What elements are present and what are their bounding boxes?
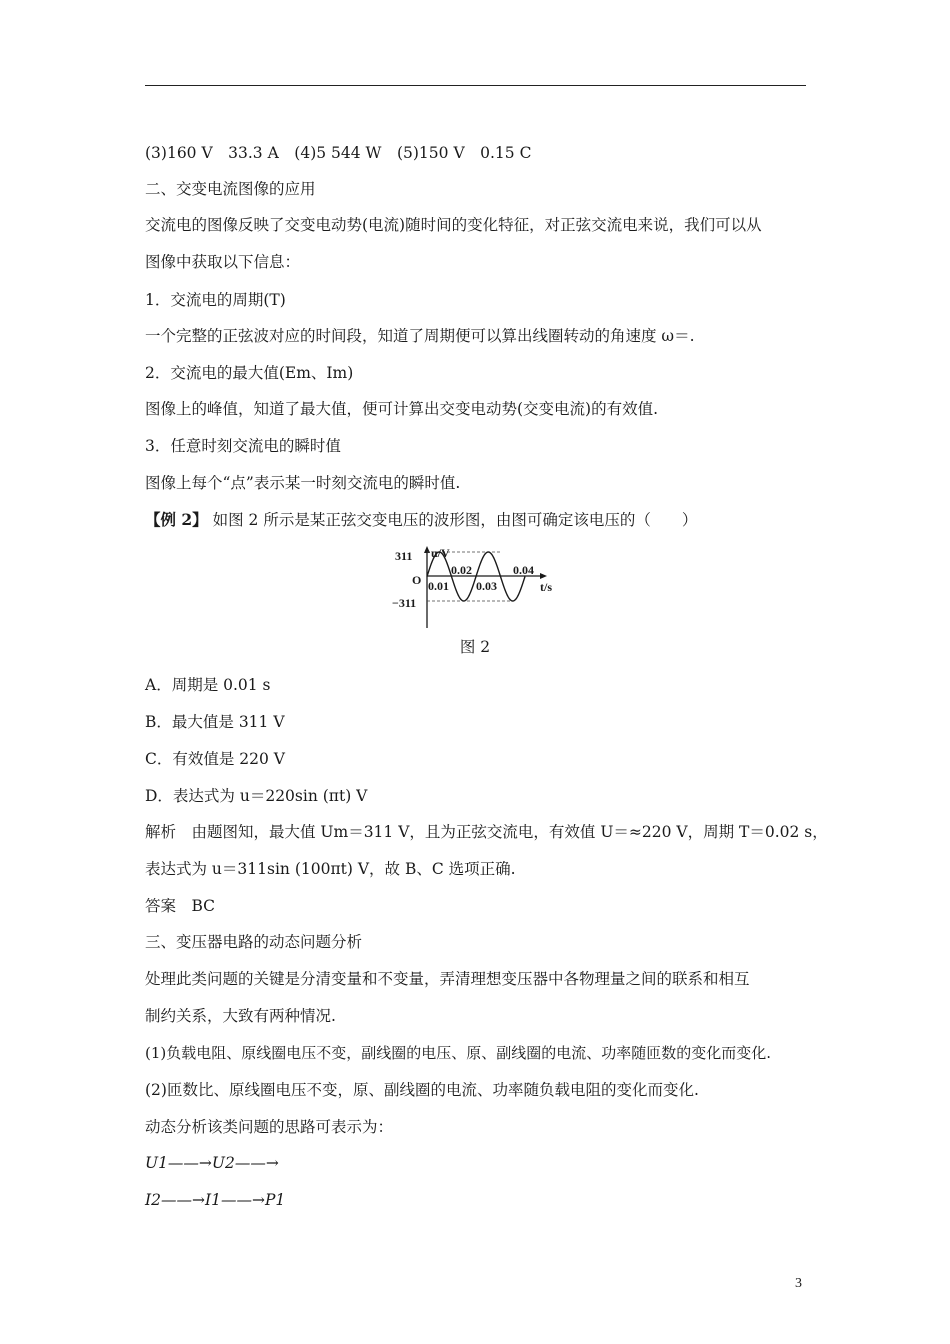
answer-line-prev: (3)160 V 33.3 A (4)5 544 W (5)150 V 0.15 C — [145, 144, 532, 162]
origin-label: O — [412, 573, 422, 587]
flow-voltage: U1——→U2——→ — [145, 1154, 279, 1172]
option-c: C．有效值是 220 V — [145, 750, 285, 768]
paragraph-line: 处理此类问题的关键是分清变量和不变量，弄清理想变压器中各物理量之间的联系和相互 — [145, 970, 750, 988]
option-b: B．最大值是 311 V — [145, 713, 285, 731]
page-number: 3 — [795, 1276, 802, 1291]
paragraph-line: 制约关系，大致有两种情况. — [145, 1007, 336, 1025]
paragraph-line: 图像中获取以下信息： — [145, 253, 301, 271]
paragraph-line: 一个完整的正弦波对应的时间段，知道了周期便可以算出线圈转动的角速度 ω＝. — [145, 327, 695, 345]
option-d: D．表达式为 u＝220sin (πt) V — [145, 787, 368, 805]
analysis-line: 解析 由题图知，最大值 Um＝311 V，且为正弦交流电，有效值 U＝≈220 V，周期 T＝0.02 s， — [145, 823, 828, 841]
example-line — [145, 510, 697, 530]
analysis-line: 表达式为 u＝311sin (100πt) V，故 B、C 选项正确. — [145, 860, 516, 878]
header-rule — [145, 85, 806, 86]
section-heading-3: 三、变压器电路的动态问题分析 — [145, 933, 363, 951]
option-a: A．周期是 0.01 s — [145, 676, 271, 694]
paragraph-line: 动态分析该类问题的思路可表示为： — [145, 1118, 394, 1136]
example-text: 如图 2 所示是某正弦交变电压的波形图，由图可确定该电压的（ ） — [212, 511, 698, 529]
item-heading-period: 1．交流电的周期(T) — [145, 291, 286, 309]
figure-caption: 图 2 — [459, 638, 491, 656]
flow-current: I2——→I1——→P1 — [145, 1191, 286, 1209]
section-heading-2: 二、交变电流图像的应用 — [145, 180, 316, 198]
waveform-figure — [365, 546, 575, 636]
x-axis-arrow — [540, 573, 547, 579]
item-heading-max: 2．交流电的最大值(Em、Im) — [145, 364, 354, 382]
example-tag: 【例 2】 — [145, 510, 208, 529]
paragraph-line: (1)负载电阻、原线圈电压不变，副线圈的电压、原、副线圈的电流、功率随匝数的变化而变化. — [145, 1044, 772, 1062]
answer-line: 答案 BC — [145, 897, 216, 915]
item-heading-instant: 3．任意时刻交流电的瞬时值 — [145, 437, 341, 455]
x-axis-label: t/s — [540, 580, 552, 594]
tick-label-0.01: 0.01 — [428, 579, 449, 593]
tick-label-0.03: 0.03 — [476, 579, 497, 593]
tick-label-0.04: 0.04 — [513, 563, 534, 577]
paragraph-line: 图像上每个“点”表示某一时刻交流电的瞬时值. — [145, 474, 461, 492]
tick-label-0.02: 0.02 — [451, 563, 472, 577]
y-min-label: −311 — [392, 596, 417, 610]
paragraph-line: (2)匝数比、原线圈电压不变，原、副线圈的电流、功率随负载电阻的变化而变化. — [145, 1081, 699, 1099]
y-axis-label: u/V — [431, 546, 450, 560]
y-max-label: 311 — [395, 549, 413, 563]
paragraph-line: 图像上的峰值，知道了最大值，便可计算出交变电动势(交变电流)的有效值. — [145, 400, 659, 418]
paragraph-line: 交流电的图像反映了交变电动势(电流)随时间的变化特征，对正弦交流电来说，我们可以从 — [145, 216, 762, 234]
